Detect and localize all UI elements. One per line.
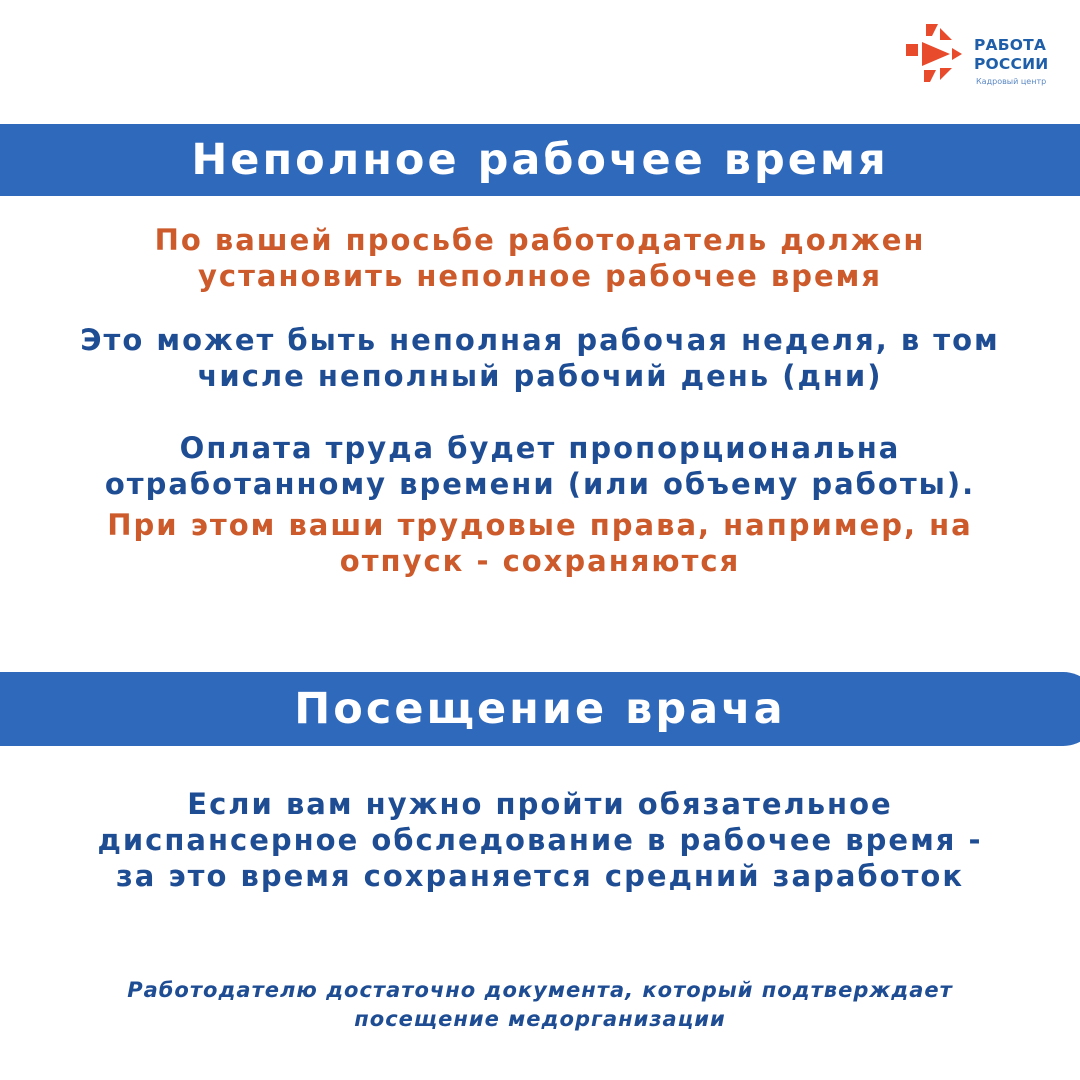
text-line: отпуск - сохраняются xyxy=(339,544,741,578)
logo-line-2: РОССИИ xyxy=(974,55,1049,73)
section-1-paragraph-2 xyxy=(0,322,1080,394)
section-1-paragraph-3 xyxy=(0,430,1080,502)
section-2-note xyxy=(0,976,1080,1034)
text-line: установить неполное рабочее время xyxy=(198,259,882,293)
text-line: числе неполный рабочий день (дни) xyxy=(197,359,883,393)
section-1-paragraph-4 xyxy=(0,507,1080,579)
logo-subtitle: Кадровый центр xyxy=(976,77,1047,86)
rabota-rossii-logo xyxy=(904,22,1074,88)
text-line: Оплата труда будет пропорциональна xyxy=(179,431,901,465)
text-line: отработанному времени (или объему работы). xyxy=(104,467,976,501)
section-2-header xyxy=(0,672,1080,746)
logo-line-1: РАБОТА xyxy=(974,36,1047,54)
text-line: за это время сохраняется средний заработок xyxy=(115,859,965,893)
section-1-title: Неполное рабочее время xyxy=(191,135,889,185)
logo-title xyxy=(974,36,1048,74)
text-line: диспансерное обследование в рабочее время - xyxy=(97,823,983,857)
text-line: При этом ваши трудовые права, например, на xyxy=(107,508,973,542)
note-line: посещение медорганизации xyxy=(354,1007,726,1031)
text-line: Это может быть неполная рабочая неделя, в том xyxy=(80,323,1000,357)
section-1-header xyxy=(0,124,1080,196)
text-line: Если вам нужно пройти обязательное xyxy=(187,787,893,821)
section-2-paragraph-1 xyxy=(0,786,1080,894)
logo-arrows-icon xyxy=(904,22,966,84)
section-2-title: Посещение врача xyxy=(294,684,786,734)
section-1-paragraph-1 xyxy=(0,222,1080,294)
text-line: По вашей просьбе работодатель должен xyxy=(154,223,926,257)
note-line: Работодателю достаточно документа, который подтверждает xyxy=(127,978,953,1002)
